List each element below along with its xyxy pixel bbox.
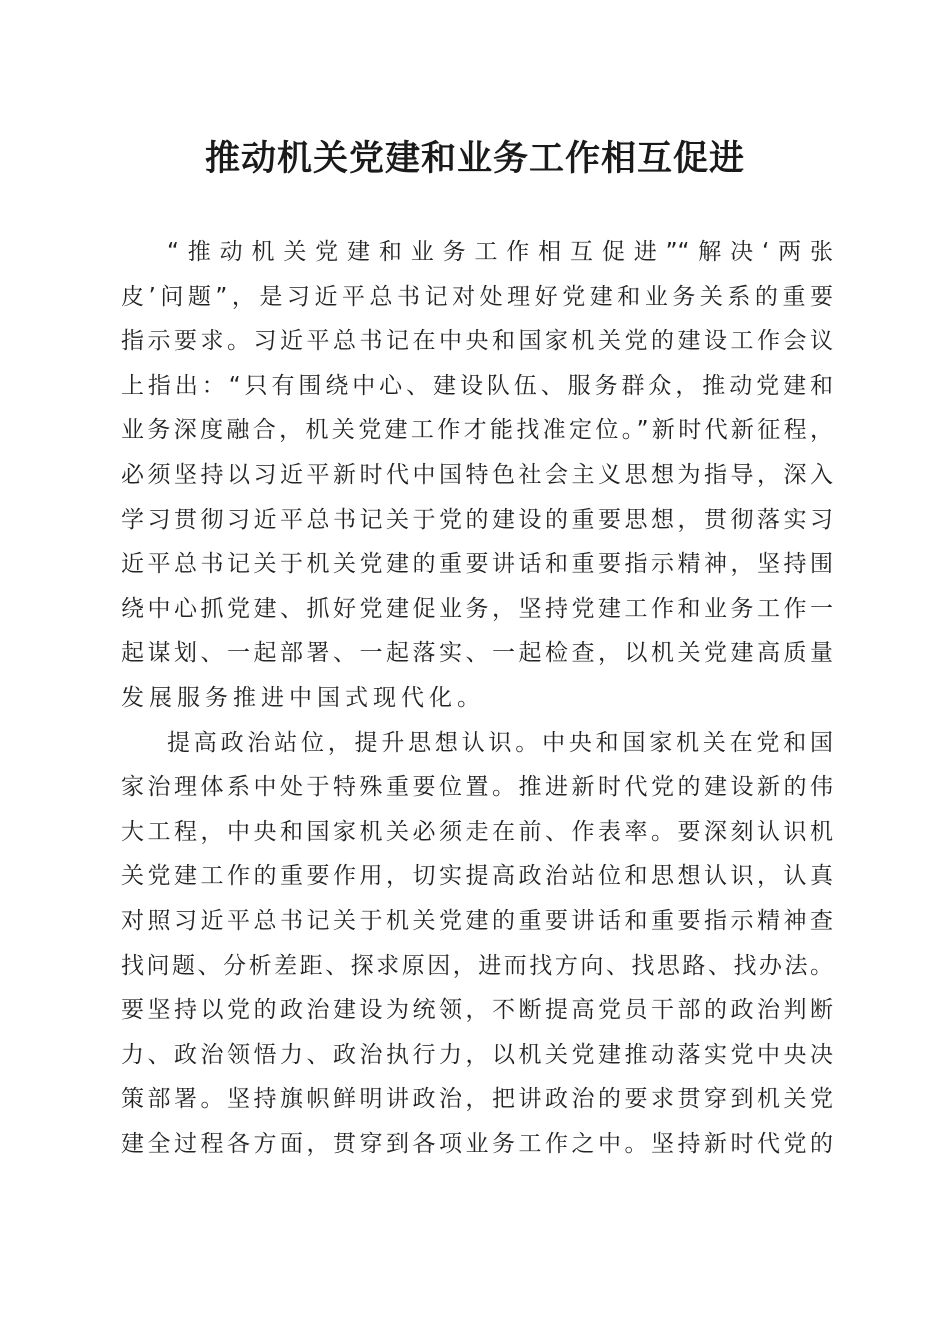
paragraph-line: 找问题、分析差距、探求原因，进而找方向、找思路、找办法。 <box>121 952 833 979</box>
paragraph-line: 建全过程各方面，贯穿到各项业务工作之中。坚持新时代党的 <box>121 1130 833 1157</box>
document-title: 推动机关党建和业务工作相互促进 <box>204 138 745 179</box>
paragraph-line: 指示要求。习近平总书记在中央和国家机关党的建设工作会议 <box>121 328 833 355</box>
paragraph-line: 业务深度融合，机关党建工作才能找准定位。”新时代新征程， <box>121 417 833 444</box>
paragraph-1 <box>121 230 833 721</box>
paragraph-line: 皮’问题”，是习近平总书记对处理好党建和业务关系的重要 <box>121 283 833 310</box>
paragraph-line: 关党建工作的重要作用，切实提高政治站位和思想认识，认真 <box>121 863 833 890</box>
document-body <box>121 230 833 1166</box>
paragraph-line: 绕中心抓党建、抓好党建促业务，坚持党建工作和业务工作一 <box>121 595 833 622</box>
paragraph-line: 发展服务推进中国式现代化。 <box>121 684 485 711</box>
paragraph-line: 要坚持以党的政治建设为统领，不断提高党员干部的政治判断 <box>121 997 833 1024</box>
paragraph-2 <box>121 721 833 1167</box>
paragraph-line: 近平总书记关于机关党建的重要讲话和重要指示精神，坚持围 <box>121 551 833 578</box>
paragraph-line: 策部署。坚持旗帜鲜明讲政治，把讲政治的要求贯穿到机关党 <box>121 1086 833 1113</box>
paragraph-line: 必须坚持以习近平新时代中国特色社会主义思想为指导，深入 <box>121 461 833 488</box>
paragraph-line: 上指出：“只有围绕中心、建设队伍、服务群众，推动党建和 <box>121 372 833 399</box>
paragraph-line: 大工程，中央和国家机关必须走在前、作表率。要深刻认识机 <box>121 818 833 845</box>
paragraph-line: 提高政治站位，提升思想认识。中央和国家机关在党和国 <box>167 729 833 756</box>
paragraph-line: 力、政治领悟力、政治执行力，以机关党建推动落实党中央决 <box>121 1041 833 1068</box>
paragraph-line: 家治理体系中处于特殊重要位置。推进新时代党的建设新的伟 <box>121 774 833 801</box>
paragraph-line: 起谋划、一起部署、一起落实、一起检查，以机关党建高质量 <box>121 640 833 667</box>
paragraph-line: 学习贯彻习近平总书记关于党的建设的重要思想，贯彻落实习 <box>121 506 833 533</box>
paragraph-line: “推动机关党建和业务工作相互促进”“解决‘两张 <box>167 239 833 265</box>
paragraph-line: 对照习近平总书记关于机关党建的重要讲话和重要指示精神查 <box>121 907 833 934</box>
